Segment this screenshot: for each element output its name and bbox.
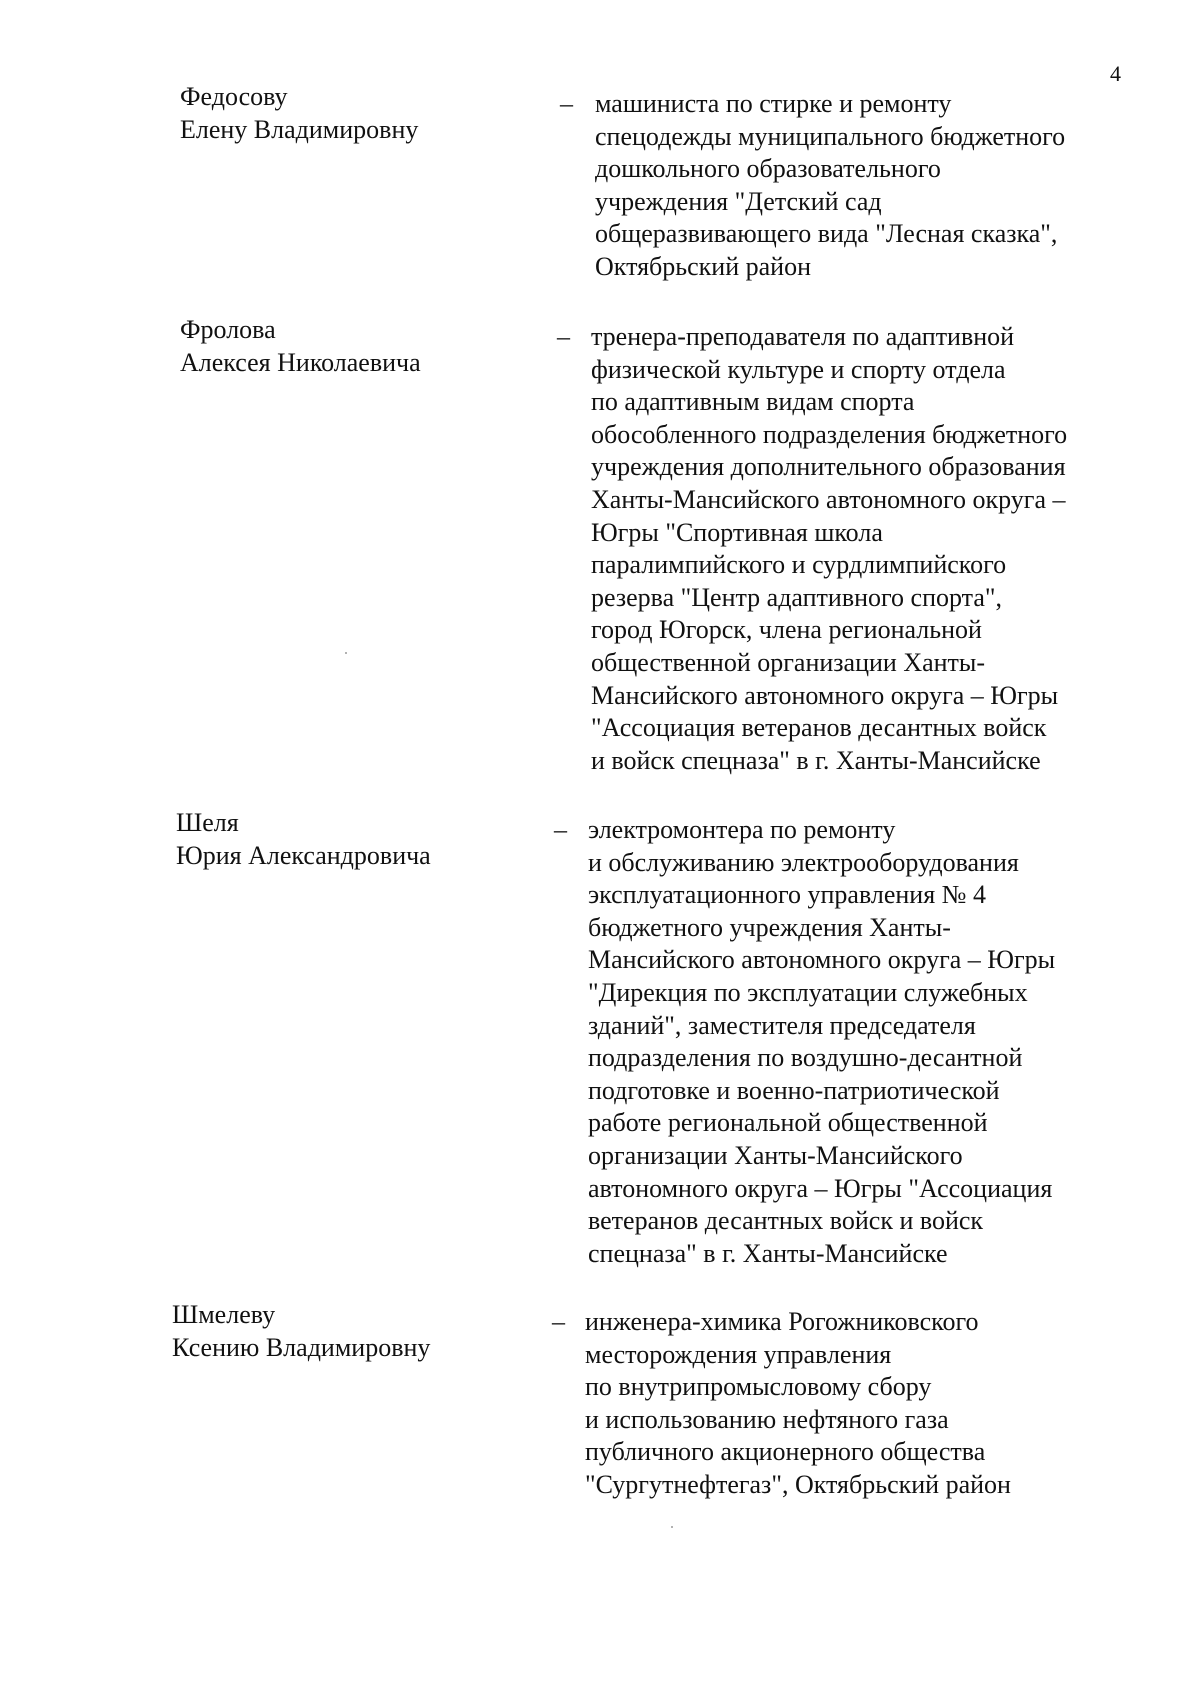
dash: – bbox=[552, 1307, 565, 1336]
description-line: и использованию нефтяного газа bbox=[585, 1404, 949, 1434]
person-name bbox=[180, 80, 418, 146]
description-line: инженера-химика Рогожниковского bbox=[585, 1307, 979, 1336]
position-description bbox=[591, 321, 1067, 777]
description-line: и войск спецназа" в г. Ханты-Мансийске bbox=[591, 745, 1041, 775]
description-line: город Югорск, члена региональной bbox=[591, 615, 982, 645]
position-description bbox=[595, 88, 1065, 284]
description-line: Ханты-Мансийского автономного округа – bbox=[591, 484, 1066, 514]
description-line: электромонтера по ремонту bbox=[588, 815, 896, 844]
description-line: эксплуатационного управления № 4 bbox=[588, 880, 986, 910]
scan-speck bbox=[671, 1526, 673, 1528]
name-line: Елену Владимировну bbox=[180, 115, 419, 144]
description-line: по адаптивным видам спорта bbox=[591, 387, 915, 417]
description-line: по внутрипромысловому сбору bbox=[585, 1372, 932, 1402]
name-line: Шеля bbox=[176, 808, 239, 837]
description-line: месторождения управления bbox=[585, 1339, 892, 1369]
name-line: Ксению Владимировну bbox=[172, 1333, 431, 1362]
description-line: ветеранов десантных войск и войск bbox=[588, 1206, 984, 1236]
description-line: зданий", заместителя председателя bbox=[588, 1010, 976, 1040]
description-line: дошкольного образовательного bbox=[595, 154, 941, 184]
description-line: "Дирекция по эксплуатации служебных bbox=[588, 977, 1028, 1007]
dash: – bbox=[557, 322, 570, 351]
description-line: "Сургутнефтегаз", Октябрьский район bbox=[585, 1469, 1011, 1499]
description-line: учреждения "Детский сад bbox=[595, 186, 882, 216]
description-line: работе региональной общественной bbox=[588, 1108, 988, 1138]
description-line: спецназа" в г. Ханты-Мансийске bbox=[588, 1238, 948, 1268]
description-line: подготовке и военно-патриотической bbox=[588, 1075, 1000, 1105]
description-line: и обслуживанию электрооборудования bbox=[588, 847, 1019, 877]
description-line: общественной организации Ханты- bbox=[591, 647, 986, 677]
description-line: общеразвивающего вида "Лесная сказка", bbox=[595, 219, 1058, 249]
name-line: Фролова bbox=[180, 315, 276, 344]
name-line: Шмелеву bbox=[172, 1300, 276, 1329]
person-name bbox=[180, 313, 421, 379]
description-line: тренера-преподавателя по адаптивной bbox=[591, 322, 1015, 351]
name-line: Федосову bbox=[180, 82, 288, 111]
description-line: спецодежды муниципального бюджетного bbox=[595, 121, 1066, 151]
description-line: учреждения дополнительного образования bbox=[591, 452, 1066, 482]
description-line: организации Ханты-Мансийского bbox=[588, 1140, 963, 1170]
person-name bbox=[176, 806, 431, 872]
name-line: Юрия Александровича bbox=[176, 841, 431, 870]
dash: – bbox=[560, 89, 573, 118]
description-line: подразделения по воздушно-десантной bbox=[588, 1043, 1023, 1073]
page-number: 4 bbox=[1110, 61, 1121, 86]
description-line: публичного акционерного общества bbox=[585, 1437, 986, 1467]
description-line: бюджетного учреждения Ханты- bbox=[588, 912, 951, 942]
description-line: Октябрьский район bbox=[595, 251, 811, 281]
description-line: "Ассоциация ветеранов десантных войск bbox=[591, 713, 1047, 743]
description-line: паралимпийского и сурдлимпийского bbox=[591, 550, 1007, 580]
description-line: Югры "Спортивная школа bbox=[591, 517, 883, 547]
description-line: Мансийского автономного округа – Югры bbox=[588, 945, 1056, 975]
person-name bbox=[172, 1298, 430, 1364]
description-line: резерва "Центр адаптивного спорта", bbox=[591, 582, 1002, 612]
dash: – bbox=[554, 815, 567, 844]
description-line: Мансийского автономного округа – Югры bbox=[591, 680, 1059, 710]
description-line: физической культуре и спорту отдела bbox=[591, 354, 1006, 384]
description-line: автономного округа – Югры "Ассоциация bbox=[588, 1173, 1053, 1203]
description-line: обособленного подразделения бюджетного bbox=[591, 419, 1068, 449]
scan-speck bbox=[345, 652, 347, 654]
position-description bbox=[588, 814, 1055, 1270]
description-line: машиниста по стирке и ремонту bbox=[595, 89, 952, 118]
position-description bbox=[585, 1306, 1011, 1502]
name-line: Алексея Николаевича bbox=[180, 348, 421, 377]
